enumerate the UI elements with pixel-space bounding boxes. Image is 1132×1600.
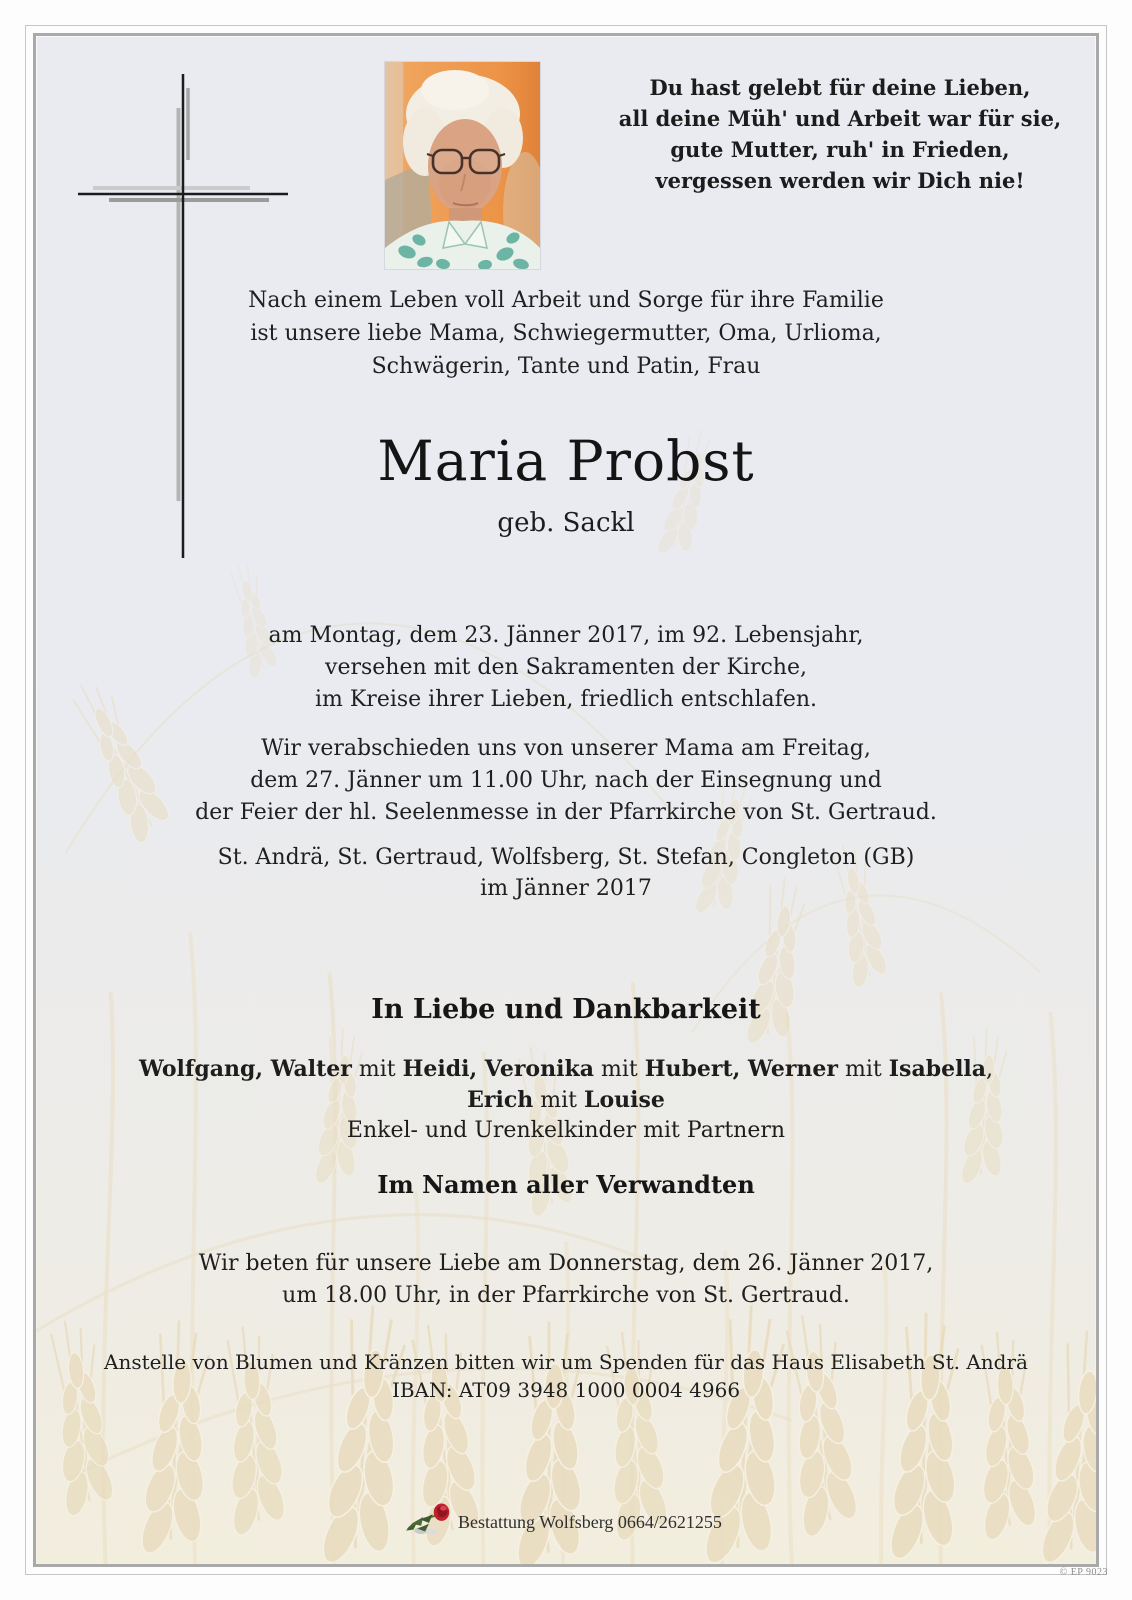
places-date: im Jänner 2017 [480,876,652,901]
family-names-bold: Wolfgang, Walter [138,1056,352,1082]
donation-paragraph [50,1348,1082,1404]
intro-paragraph [50,284,1082,383]
death-line: am Montag, dem 23. Jänner 2017, im 92. Lebensjahr, [268,623,864,648]
donation-line: Anstelle von Blumen und Kränzen bitten wir um Spenden für das Haus Elisabeth St. Andrä [104,1350,1028,1374]
intro-line: Nach einem Leben voll Arbeit und Sorge für ihre Familie [248,288,884,313]
footer [398,1500,722,1536]
verse-line: gute Mutter, ruh' in Frieden, [670,137,1010,162]
family-line-1 [50,1054,1082,1085]
verse-line: vergessen werden wir Dich nie! [655,168,1025,193]
maiden-name: geb. Sackl [497,508,635,538]
places-names: St. Andrä, St. Gertraud, Wolfsberg, St. Stefan, Congleton (GB) [217,845,915,870]
rose-icon [398,1500,456,1536]
family-names [50,1054,1082,1146]
verse-line: all deine Müh' und Arbeit war für sie, [618,106,1062,131]
family-names-bold: Heidi, Veronika [402,1056,594,1082]
family-names-bold: Hubert, Werner [644,1056,839,1082]
prayer-line: Wir beten für unsere Liebe am Donnerstag, dem 26. Jänner 2017, [198,1251,934,1276]
intro-line: Schwägerin, Tante und Patin, Frau [371,354,761,379]
family-names-bold: Isabella [888,1056,987,1082]
family-connector: mit [533,1088,584,1113]
prayer-paragraph [50,1248,1082,1312]
deceased-name: Maria Probst [377,429,755,493]
memorial-verse [575,72,1105,196]
farewell-line: dem 27. Jänner um 11.00 Uhr, nach der Einsegnung und [250,768,882,793]
death-line: im Kreise ihrer Lieben, friedlich entschlafen. [314,687,817,712]
family-names-bold: Louise [583,1087,665,1113]
death-line: versehen mit den Sakramenten der Kirche, [325,655,807,680]
places-line [50,842,1082,904]
prayer-line: um 18.00 Uhr, in der Pfarrkirche von St. Gertraud. [282,1283,850,1308]
farewell-line: Wir verabschieden uns von unserer Mama am Freitag, [261,736,871,761]
intro-line: ist unsere liebe Mama, Schwiegermutter, Oma, Urlioma, [250,321,882,346]
family-line-3: Enkel- und Urenkelkinder mit Partnern [346,1118,786,1143]
family-punctuation: , [986,1057,994,1082]
verse-line: Du hast gelebt für deine Lieben, [649,75,1031,100]
farewell-line: der Feier der hl. Seelenmesse in der Pfarrkirche von St. Gertraud. [195,800,937,825]
gratitude-heading: In Liebe und Dankbarkeit [371,994,761,1025]
print-copyright: © EP 9023 [1059,1567,1108,1578]
farewell-paragraph [50,733,1082,829]
family-line-2 [50,1085,1082,1116]
gratitude-closing: Im Namen aller Verwandten [377,1170,755,1199]
funeral-home-label: Bestattung Wolfsberg 0664/2621255 [458,1512,722,1532]
portrait-photo [385,62,540,269]
donation-iban: IBAN: AT09 3948 1000 0004 4966 [391,1378,741,1402]
family-names-bold: Erich [467,1087,534,1113]
family-connector: mit [593,1057,645,1082]
family-connector: mit [838,1057,889,1082]
family-connector: mit [351,1057,403,1082]
death-details-paragraph [50,620,1082,716]
